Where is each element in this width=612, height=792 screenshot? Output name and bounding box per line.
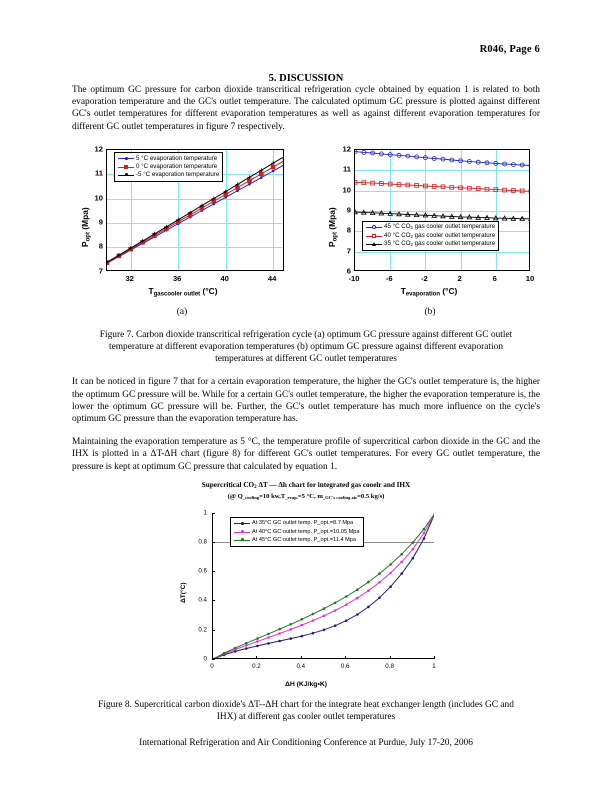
legend-label: 40 °C CO2 gas cooler outlet temperature bbox=[384, 231, 496, 239]
series-marker bbox=[334, 601, 337, 604]
series-marker bbox=[256, 644, 259, 647]
figure-8-caption: Figure 8. Supercritical carbon dioxide's ΔT--ΔH chart for the integrate heat exchanger length (includes GC and IHX) at different gas cooler outlet temperatures bbox=[98, 699, 514, 722]
legend-symbol-icon bbox=[366, 240, 382, 248]
legend-symbol-icon bbox=[234, 528, 250, 536]
series-marker bbox=[256, 640, 259, 643]
fig7b-ylabel-unit: (Mpa) bbox=[327, 207, 337, 230]
y-tick-label: 1 bbox=[203, 509, 207, 517]
y-tick-label: 10 bbox=[342, 185, 351, 194]
fig8-legend bbox=[230, 517, 364, 548]
series-marker bbox=[367, 605, 370, 608]
fig7a-ylabel-main: P bbox=[80, 241, 90, 247]
series-marker bbox=[529, 163, 530, 167]
series-marker bbox=[334, 609, 337, 612]
x-tick-label: 1 bbox=[432, 662, 436, 670]
fig7a-y-axis-label bbox=[80, 207, 91, 247]
legend-symbol-icon bbox=[366, 224, 382, 232]
legend-item bbox=[118, 155, 219, 163]
series-marker bbox=[271, 165, 275, 169]
legend-symbol-icon bbox=[234, 536, 250, 544]
figure-7a-box bbox=[72, 143, 294, 305]
y-tick-label: 10 bbox=[94, 193, 103, 203]
series-marker bbox=[301, 618, 304, 621]
fig8-x-axis-label: ΔH (KJ/kg•K) bbox=[284, 680, 327, 688]
series-marker bbox=[345, 619, 348, 622]
series-line bbox=[355, 151, 530, 165]
series-marker bbox=[283, 154, 284, 158]
y-tick-mark bbox=[212, 542, 215, 543]
x-tick-label: 0 bbox=[210, 662, 214, 670]
series-marker bbox=[378, 596, 381, 599]
figure-8-box bbox=[72, 481, 540, 691]
legend-label: 0 °C evaporation temperature bbox=[136, 163, 218, 170]
series-marker bbox=[223, 652, 226, 655]
fig7a-legend bbox=[114, 152, 223, 183]
legend-item bbox=[118, 163, 219, 171]
fig8-y-axis-label: ΔT(°C) bbox=[180, 582, 187, 603]
y-tick-label: 7 bbox=[346, 246, 351, 255]
series-line bbox=[355, 182, 530, 191]
series-marker bbox=[289, 628, 292, 631]
fig7b-xlabel-main: T bbox=[400, 285, 406, 296]
fig7a-ylabel-sub: opt bbox=[85, 231, 92, 242]
series-marker bbox=[389, 563, 392, 566]
series-marker bbox=[312, 632, 315, 635]
series-marker bbox=[378, 572, 381, 575]
series-marker bbox=[345, 603, 348, 606]
y-tick-label: 12 bbox=[94, 144, 103, 154]
y-tick-label: 8 bbox=[98, 241, 103, 251]
series-marker bbox=[400, 572, 403, 575]
chart-fig7a bbox=[72, 143, 294, 305]
x-tick-label: -2 bbox=[421, 273, 428, 283]
y-tick-mark bbox=[212, 659, 215, 660]
fig7b-ylabel-sub: opt bbox=[332, 231, 339, 242]
series-marker bbox=[267, 632, 270, 635]
plot-series-layer bbox=[355, 150, 530, 271]
series-marker bbox=[248, 183, 251, 186]
legend-symbol-icon bbox=[366, 232, 382, 240]
legend-label: At 35°C GC outlet temp. P_opt.=8.7 Mpa bbox=[252, 520, 354, 527]
x-tick-label: 40 bbox=[220, 273, 229, 283]
series-marker bbox=[260, 176, 263, 179]
paragraph-2: It can be noticed in figure 7 that for a certain evaporation temperature, the higher the GC's outlet temperature is, the higher the optimum GC pressure will be. While for a certain GC's outlet temperature, the higher the evaporation temperature is, the lower the optimum GC pressure will be. Further, the GC's outlet temperature has much more influence on the cycle's optimum GC pressure than the evaporation temperature has. bbox=[72, 377, 540, 425]
legend-label: 35 °C CO2 gas cooler outlet temperature bbox=[384, 239, 496, 247]
fig7b-xlabel-unit: (°C) bbox=[442, 285, 458, 296]
y-tick-label: 9 bbox=[98, 217, 103, 227]
x-tick-label: 0.4 bbox=[296, 662, 306, 670]
fig7b-x-axis-label bbox=[318, 286, 540, 297]
section-heading: 5. DISCUSSION bbox=[268, 73, 344, 84]
series-marker bbox=[301, 635, 304, 638]
x-tick-label: -10 bbox=[348, 273, 360, 283]
x-tick-label: 6 bbox=[492, 273, 497, 283]
legend-symbol-icon bbox=[118, 163, 134, 171]
series-marker bbox=[278, 639, 281, 642]
x-tick-label: 32 bbox=[125, 273, 134, 283]
series-marker bbox=[400, 553, 403, 556]
legend-label: 5 °C evaporation temperature bbox=[136, 154, 218, 162]
series-marker bbox=[400, 560, 403, 563]
series-marker bbox=[278, 628, 281, 631]
page-content bbox=[72, 44, 540, 723]
legend-item bbox=[366, 240, 495, 248]
legend-label: At 40°C GC outlet temp. P_opt.=10.05 Mpa bbox=[252, 528, 360, 535]
x-tick-mark bbox=[390, 656, 391, 659]
series-marker bbox=[356, 588, 359, 591]
series-marker bbox=[345, 595, 348, 598]
series-marker bbox=[323, 614, 326, 617]
series-marker bbox=[378, 581, 381, 584]
fig7b-xlabel-sub: evaporation bbox=[405, 291, 440, 298]
y-tick-label: 11 bbox=[94, 168, 103, 178]
page-footer: International Refrigeration and Air Conditioning Conference at Purdue, July 17-20, 2006 bbox=[139, 738, 473, 748]
series-marker bbox=[272, 170, 275, 173]
sublabel-b: (b) bbox=[424, 306, 436, 317]
legend-item bbox=[118, 171, 219, 179]
series-marker bbox=[412, 557, 415, 560]
series-marker bbox=[367, 589, 370, 592]
series-marker bbox=[283, 158, 284, 162]
legend-item bbox=[234, 536, 360, 544]
y-tick-label: 11 bbox=[342, 164, 351, 174]
paragraph-3: Maintaining the evaporation temperature as 5 °C, the temperature profile of supercritical carbon dioxide in the GC and the IHX is plotted in a ΔT-ΔH chart (figure 8) for different GC's outlet temperatures. For every GC outlet temperature, the pressure is kept at optimum GC pressure that calculated by equation 1. bbox=[72, 437, 540, 472]
series-marker bbox=[312, 619, 315, 622]
series-marker bbox=[423, 537, 426, 540]
figure-7-caption: Figure 7. Carbon dioxide transcritical refrigeration cycle (a) optimum GC pressure against different GC outlet temperature at different evaporation temperatures (b) optimum GC pressure against different evaporation temperatures at different GC outlet temperatures bbox=[99, 329, 513, 365]
figure-7-row bbox=[72, 143, 540, 305]
series-marker bbox=[334, 624, 337, 627]
y-tick-label: 0.2 bbox=[198, 626, 207, 634]
series-marker bbox=[412, 541, 415, 544]
series-marker bbox=[389, 571, 392, 574]
x-tick-label: 44 bbox=[267, 273, 277, 283]
legend-symbol-icon bbox=[118, 171, 134, 179]
x-tick-label: 0.8 bbox=[385, 662, 394, 670]
paragraph-1: The optimum GC pressure for carbon dioxide transcritical refrigeration cycle obtained by equation 1 is related to both evaporation temperature and the GC's outlet temperature. The calculated optimum GC pressure is plotted against different GC's outlet temperatures for different evaporation temperatures as well as against different evaporation temperatures for different GC outlet temperatures in figure 7 respectively. bbox=[72, 85, 540, 132]
fig7a-x-axis-label bbox=[72, 286, 294, 297]
fig7b-legend bbox=[362, 221, 499, 252]
series-marker bbox=[289, 623, 292, 626]
y-tick-label: 0 bbox=[203, 655, 207, 663]
series-marker bbox=[389, 585, 392, 588]
figure-8-chart-subtitle: (@ Q_cooling=10 kw,T_evap.=5 °C, m_GC's cooling air=0.5 kg/s) bbox=[227, 493, 385, 501]
figure-8-chart-title: Supercritical CO2 ΔT — Δh chart for integrated gas cooelr and IHX bbox=[201, 480, 411, 490]
sublabel-a: (a) bbox=[176, 306, 188, 317]
y-tick-label: 0.4 bbox=[198, 596, 207, 604]
legend-label: At 45°C GC outlet temp. P_opt.=11.4 Mpa bbox=[252, 536, 356, 543]
series-marker bbox=[323, 628, 326, 631]
y-tick-label: 12 bbox=[342, 144, 351, 154]
legend-label: 45 °C CO2 gas cooler outlet temperature bbox=[384, 223, 496, 231]
chart-fig8 bbox=[156, 505, 456, 691]
legend-symbol-icon bbox=[118, 155, 134, 163]
series-marker bbox=[423, 532, 426, 535]
x-tick-mark bbox=[256, 656, 257, 659]
legend-label: -5 °C evaporation temperature bbox=[136, 171, 220, 179]
x-tick-mark bbox=[345, 656, 346, 659]
series-marker bbox=[356, 613, 359, 616]
series-marker bbox=[529, 189, 530, 193]
y-tick-mark bbox=[212, 571, 215, 572]
series-marker bbox=[248, 179, 252, 183]
running-head: R046, Page 6 bbox=[479, 44, 540, 55]
x-tick-label: 0.6 bbox=[340, 662, 350, 670]
fig7a-xlabel-main: T bbox=[148, 285, 154, 296]
x-tick-label: 36 bbox=[172, 273, 182, 283]
series-marker bbox=[312, 612, 315, 615]
y-tick-label: 6 bbox=[346, 266, 351, 276]
fig7a-xlabel-unit: (°C) bbox=[202, 285, 218, 296]
x-tick-label: 10 bbox=[525, 273, 535, 283]
y-tick-label: 9 bbox=[346, 205, 351, 215]
series-marker bbox=[289, 637, 292, 640]
series-marker bbox=[245, 647, 248, 650]
series-marker bbox=[245, 642, 248, 645]
series-marker bbox=[267, 642, 270, 645]
legend-symbol-icon bbox=[234, 520, 250, 528]
x-tick-label: 2 bbox=[457, 273, 462, 283]
y-tick-mark bbox=[212, 600, 215, 601]
series-marker bbox=[301, 624, 304, 627]
series-marker bbox=[412, 548, 415, 551]
series-marker bbox=[259, 172, 263, 176]
series-marker bbox=[423, 528, 426, 531]
y-tick-mark bbox=[212, 513, 215, 514]
y-tick-mark bbox=[212, 630, 215, 631]
fig7b-ylabel-main: P bbox=[327, 241, 337, 247]
fig7a-xlabel-sub: gascooler outlet bbox=[153, 291, 201, 298]
series-marker bbox=[267, 636, 270, 639]
x-tick-label: 0.2 bbox=[252, 662, 261, 670]
series-marker bbox=[234, 647, 237, 650]
figure-7-sublabels bbox=[72, 307, 540, 317]
y-tick-label: 8 bbox=[346, 225, 351, 235]
chart-fig7b bbox=[318, 143, 540, 305]
x-tick-mark bbox=[301, 656, 302, 659]
x-tick-label: -6 bbox=[385, 273, 393, 283]
series-marker bbox=[256, 637, 259, 640]
fig7a-ylabel-unit: (Mpa) bbox=[80, 207, 90, 230]
figure-7b-box bbox=[318, 143, 540, 305]
x-tick-mark bbox=[434, 656, 435, 659]
series-marker bbox=[356, 597, 359, 600]
y-tick-label: 0.6 bbox=[198, 567, 207, 575]
series-marker bbox=[323, 607, 326, 610]
series-marker bbox=[278, 632, 281, 635]
series-marker bbox=[367, 581, 370, 584]
y-tick-label: 7 bbox=[98, 266, 103, 276]
y-tick-label: 0.8 bbox=[198, 538, 207, 546]
